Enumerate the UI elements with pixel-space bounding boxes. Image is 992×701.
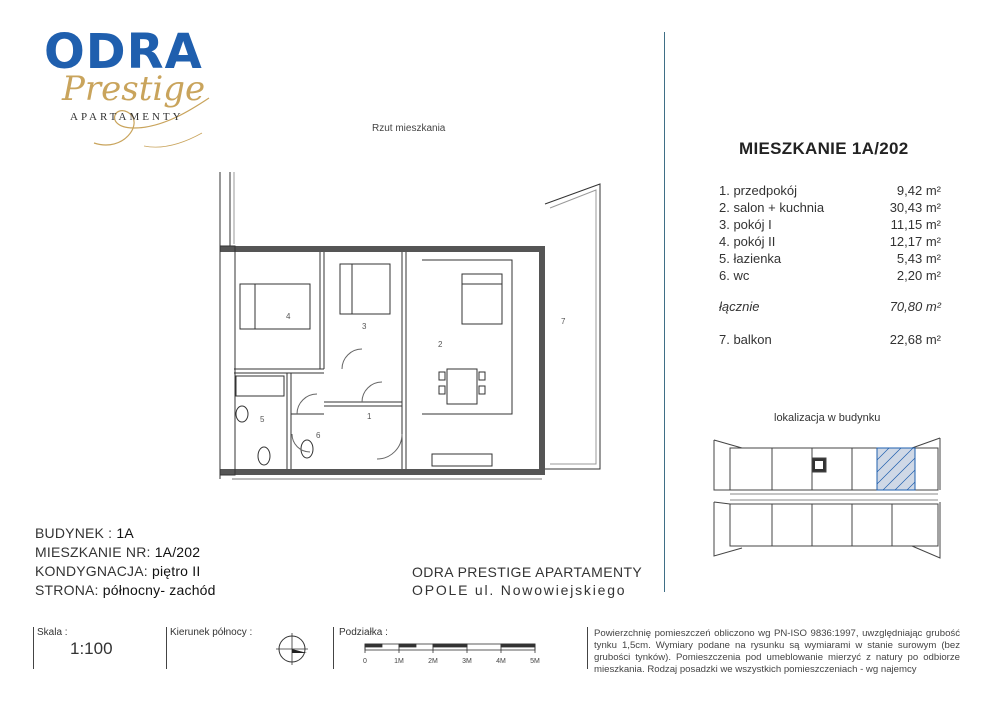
building-value: 1A xyxy=(116,525,134,541)
room-number-3: 3 xyxy=(362,322,367,331)
balcony-row xyxy=(719,331,941,348)
footer-separator xyxy=(333,627,334,669)
room-area: 11,15 m² xyxy=(890,217,941,232)
room-number-1: 1 xyxy=(367,412,372,421)
side-line xyxy=(35,581,216,600)
room-number-7: 7 xyxy=(561,317,566,326)
footer-separator xyxy=(587,627,588,669)
location-caption: lokalizacja w budynku xyxy=(774,412,881,424)
side-value: północny- zachód xyxy=(102,582,216,598)
scalebar-tick: 0 xyxy=(363,658,367,665)
room-name: 2. salon + kuchnia xyxy=(719,200,825,215)
apartment-number-line xyxy=(35,543,216,562)
apartment-number-label: MIESZKANIE NR: xyxy=(35,544,155,560)
scalebar-label: Podziałka : xyxy=(339,627,388,638)
plan-caption: Rzut mieszkania xyxy=(372,123,446,134)
north-arrow-icon xyxy=(274,631,310,667)
scalebar-tick: 3M xyxy=(462,658,472,665)
room-name: 5. łazienka xyxy=(719,251,782,266)
balcony-area: 22,68 m² xyxy=(889,332,941,347)
brand-name: ODRA PRESTIGE APARTAMENTY xyxy=(412,564,643,580)
room-number-5: 5 xyxy=(260,415,265,424)
room-name: 3. pokój I xyxy=(719,217,772,232)
footer-separator xyxy=(33,627,34,669)
apartment-info xyxy=(35,524,216,600)
room-row xyxy=(719,182,941,199)
logo xyxy=(44,24,219,153)
building-line xyxy=(35,524,216,543)
room-number-4: 4 xyxy=(286,312,291,321)
room-area: 12,17 m² xyxy=(889,234,941,249)
room-area: 9,42 m² xyxy=(896,183,941,198)
scale-label: Skala : xyxy=(37,627,68,638)
scalebar-tick: 4M xyxy=(496,658,506,665)
room-number-6: 6 xyxy=(316,431,321,440)
scalebar-tick: 2M xyxy=(428,658,438,665)
room-list xyxy=(719,182,941,348)
building-label: BUDYNEK : xyxy=(35,525,117,541)
north-label: Kierunek północy : xyxy=(170,627,253,638)
scale-bar xyxy=(360,642,550,668)
scale-value: 1:100 xyxy=(70,639,113,658)
apartment-title: MIESZKANIE 1A/202 xyxy=(739,139,909,158)
logo-script: Prestige xyxy=(62,69,206,109)
room-row xyxy=(719,199,941,216)
side-label: STRONA: xyxy=(35,582,103,598)
room-row xyxy=(719,267,941,284)
balcony-label: 7. balkon xyxy=(719,332,772,347)
total-row xyxy=(719,298,941,315)
room-area: 30,43 m² xyxy=(889,200,941,215)
apartment-number-value: 1A/202 xyxy=(154,544,201,560)
floor-plan xyxy=(212,164,602,486)
scalebar-tick: 5M xyxy=(530,658,540,665)
room-name: 1. przedpokój xyxy=(719,183,798,198)
floor-line xyxy=(35,562,216,581)
floor-value: piętro II xyxy=(151,563,201,579)
location-map xyxy=(712,430,942,570)
footer-separator xyxy=(166,627,167,669)
logo-wordmark: ODRA xyxy=(44,24,203,80)
total-area: 70,80 m² xyxy=(889,299,941,314)
room-number-2: 2 xyxy=(438,340,443,349)
divider-line xyxy=(664,32,665,592)
room-area: 2,20 m² xyxy=(896,268,941,283)
logo-tagline: APARTAMENTY xyxy=(70,111,184,123)
room-row xyxy=(719,233,941,250)
room-row xyxy=(719,250,941,267)
brand-block xyxy=(412,563,642,599)
room-name: 6. wc xyxy=(719,268,750,283)
brand-address: OPOLE ul. Nowowiejskiego xyxy=(412,582,627,598)
room-area: 5,43 m² xyxy=(896,251,941,266)
room-name: 4. pokój II xyxy=(719,234,776,249)
floor-label: KONDYGNACJA: xyxy=(35,563,152,579)
measurement-note: Powierzchnię pomieszczeń obliczono wg PN-ISO 9836:1997, uwzględniając grubość tynku 1,5cm. Wymiary podane na rysunku są wymiarami w stanie surowym (bez grubości tynków). Pomieszczenia pod umeblowanie mierzyć z natury po odbiorze mieszkania. Rodzaj posadzki we wszystkich pomieszczeniach - wg najemcy xyxy=(594,628,960,675)
scalebar-tick: 1M xyxy=(394,658,404,665)
room-row xyxy=(719,216,941,233)
total-label: łącznie xyxy=(719,299,760,314)
